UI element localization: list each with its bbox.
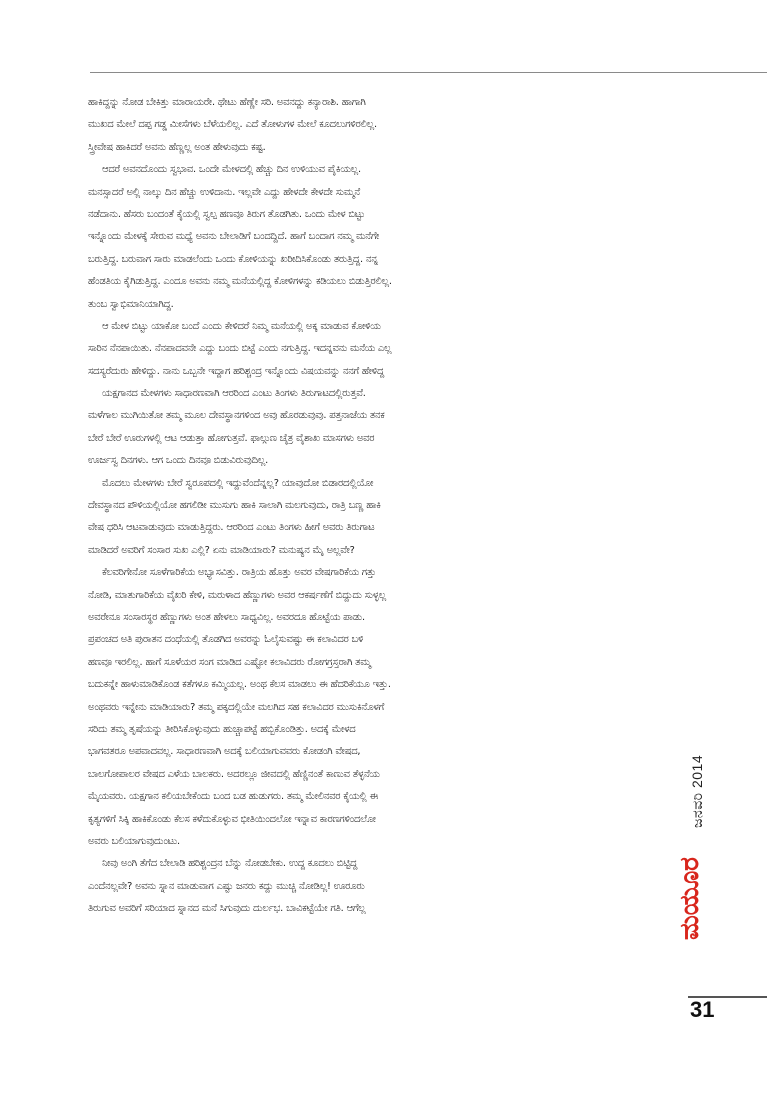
article-line: ಸ್ತ್ರೀವೇಷ ಹಾಕಿದರೆ ಅವನು ಹೆಣ್ಣಲ್ಲ ಅಂತ ಹೇಳುವುದು ಕಷ್ಟ.	[88, 141, 266, 153]
article-line: ಭಾಗವತರೂ ಅಪವಾದವಲ್ಲ. ಸಾಧಾರಣವಾಗಿ ಅದಕ್ಕೆ ಬಲಿಯಾಗುವವರು ಕೋಡಂಗಿ ವೇಷದ,	[88, 746, 361, 758]
article-line: ಎಂದೆನಲ್ಲವೇ? ಅವನು ಸ್ನಾನ ಮಾಡುವಾಗ ಎಷ್ಟು ಜನರು ಕದ್ದು ಮುಚ್ಚಿ ನೋಡಿಲ್ಲ! ಊರೂರು	[88, 880, 365, 892]
article-line: ಬದುಕನ್ನೇ ಹಾಳುಮಾಡಿಕೊಂಡ ಕತೆಗಳೂ ಕಮ್ಮಿಯಲ್ಲ. ಅಂಥ ಕೆಲಸ ಮಾಡಲು ಈ ಹೆದರಿಕೆಯೂ ಇತ್ತು.	[88, 679, 391, 691]
article-line: ಕೃತ್ಯಗಳಿಗೆ ಸಿಕ್ಕಿ ಹಾಕಿಕೊಂಡು ಕೆಲಸ ಕಳೆದುಕೊಳ್ಳುವ ಭೀತಿಯಿಂದಲೋ ಇನ್ನಾವ ಕಾರಣಗಳಿಂದಲೋ	[88, 813, 376, 825]
article-line: ದೇವಸ್ಥಾನದ ಪೌಳಿಯಲ್ಲಿಯೋ ಹಗಲಿಡೀ ಮುಸುಗು ಹಾಕಿ ಸಾಲಾಗಿ ಮಲಗುವುದು, ರಾತ್ರಿ ಬಣ್ಣ ಹಾಕಿ	[88, 500, 381, 512]
article-line: ಹಣವೂ ಇರಲಿಲ್ಲ. ಹಾಗೆ ಸೂಳೆಯರ ಸಂಗ ಮಾಡಿದ ಎಷ್ಟೋ ಕಲಾವಿದರು ರೋಗಗ್ರಸ್ತರಾಗಿ ತಮ್ಮ	[88, 656, 371, 668]
article-line: ಆದರೆ ಅವನದೊಂದು ಸ್ವಭಾವ. ಒಂದೇ ಮೇಳದಲ್ಲಿ ಹೆಚ್ಚು ದಿನ ಉಳಿಯುವ ಪೈಕಿಯಲ್ಲ.	[102, 164, 362, 176]
article-line: ಮೊದಲು ಮೇಳಗಳು ಬೇರೆ ಸ್ವರೂಪದಲ್ಲಿ ಇದ್ದುವೆಂದೆನ್ನಲ್ಲ? ಯಾವುದೋ ಬಿಡಾರದಲ್ಲಿಯೋ	[102, 477, 374, 489]
article-line: ಅವರು ಬಲಿಯಾಗುವುದುಂಟು.	[88, 835, 180, 847]
article-line: ಹಾಕಿದ್ದನ್ನು ನೋಡ ಬೇಕಿತ್ತು ಮಾರಾಯರೇ. ಥೇಟು ಹೆಣ್ಣೇ ಸರಿ. ಅವನದ್ದು ಕನ್ಯಾರಾಶಿ. ಹಾಗಾಗಿ	[88, 97, 366, 108]
article-line: ಸರಿದು ತಮ್ಮ ತೃಷೆಯನ್ನು ತೀರಿಸಿಕೊಳ್ಳುವುದು ಹುಚ್ಚಾಪಟ್ಟೆ ಹಬ್ಬಿಕೊಂಡಿತ್ತು. ಅದಕ್ಕೆ ಮೇಳದ	[88, 723, 356, 735]
article-line: ಇನ್ನೊಂದು ಮೇಳಕ್ಕೆ ಸೇರುವ ಮಧ್ಯೆ ಅವನು ಬೇಲಾಡಿಗೆ ಬಂದದ್ದಿದೆ. ಹಾಗೆ ಬಂದಾಗ ನಮ್ಮ ಮನೆಗೇ	[88, 231, 380, 243]
article-line: ಕೆಲವರಿಗೇನೋ ಸೂಳೆಗಾರಿಕೆಯ ಅಭ್ಯಾಸವಿತ್ತು. ರಾತ್ರಿಯ ಹೊತ್ತು ಅವರ ವೇಷಗಾರಿಕೆಯ ಗತ್ತು	[102, 567, 376, 579]
article-line: ಸಾರಿನ ನೆನಪಾಯಿತು. ನೆನಪಾದವನೇ ಎದ್ದು ಬಂದು ಬಿಟ್ಟೆ ಎಂದು ನಗುತ್ತಿದ್ದ. ಇದನ್ನವನು ಮನೆಯ ಎಲ್ಲ	[88, 343, 392, 355]
magazine-logo: ಮಯೂರ	[675, 857, 705, 940]
article-line: ತುಂಬ ಸ್ವಾಭಿಮಾನಿಯಾಗಿದ್ದ.	[88, 298, 174, 310]
article-line: ಆ ಮೇಳ ಬಿಟ್ಟು ಯಾಕೋ ಬಂದೆ ಎಂದು ಕೇಳಿದರೆ ನಿಮ್ಮ ಮನೆಯಲ್ಲಿ ಅಕ್ಕ ಮಾಡುವ ಕೋಳಿಯ	[102, 320, 381, 332]
article-line: ಮುಖದ ಮೇಲೆ ದಪ್ಪ ಗಡ್ಡ ಮೀಸೆಗಳು ಬೆಳೆಯಲಿಲ್ಲ. ಎದೆ ತೋಳುಗಳ ಮೇಲೆ ಕೂದಲುಗಳಿರಲಿಲ್ಲ.	[88, 119, 377, 131]
page-number: 31	[690, 997, 715, 1022]
article-line: ಮೈಯವರು. ಯಕ್ಷಗಾನ ಕಲಿಯಬೇಕೆಂದು ಬಂದ ಬಡ ಹುಡುಗರು. ತಮ್ಮ ಮೇಲಿನವರ ಕೈಯಲ್ಲಿ ಈ	[88, 791, 378, 803]
article-line: ಸದಸ್ಯರೆದುರು ಹೇಳಿದ್ದು. ನಾನು ಒಬ್ಬನೇ ಇದ್ದಾಗ ಹರಿಶ್ಚಂದ್ರ ಇನ್ನೊಂದು ವಿಷಯವನ್ನು ನನಗೆ ಹೇಳಿದ್ದ	[88, 365, 385, 377]
article-line: ಮನಸ್ಸಾದರೆ ಅಲ್ಲಿ ನಾಲ್ಕು ದಿನ ಹೆಚ್ಚು ಉಳಿದಾನು. ಇಲ್ಲವೇ ಎದ್ದು ಹೇಳದೇ ಕೇಳದೇ ಸುಮ್ಮನೆ	[88, 186, 361, 198]
article-line: ತಿರುಗುವ ಅವರಿಗೆ ಸರಿಯಾದ ಸ್ನಾನದ ಮನೆ ಸಿಗುವುದು ದುರ್ಲಭ. ಬಾವಿಕಟ್ಟೆಯೇ ಗತಿ. ಆಗೆಲ್ಲ	[88, 903, 366, 915]
article-line: ಅಂಥವರು ಇನ್ನೇನು ಮಾಡಿಯಾರು? ತಮ್ಮ ಪಕ್ಕದಲ್ಲಿಯೇ ಮಲಗಿದ ಸಹ ಕಲಾವಿದರ ಮುಸುಕಿನೊಳಗೆ	[88, 701, 385, 713]
article-line: ಯಕ್ಷಗಾನದ ಮೇಳಗಳು ಸಾಧಾರಣವಾಗಿ ಆರರಿಂದ ಎಂಟು ತಿಂಗಳು ತಿರುಗಾಟದಲ್ಲಿರುತ್ತವೆ.	[102, 388, 366, 400]
article-line: ಮಳೆಗಾಲ ಮುಗಿಯಿತೋ ತಮ್ಮ ಮೂಲ ದೇವಸ್ಥಾನಗಳಿಂದ ಅವು ಹೊರಡುವುವು. ಪತ್ತನಾಜೆಯ ತನಕ	[88, 410, 385, 422]
article-line: ಪ್ರಪಂಚದ ಅತಿ ಪುರಾತನ ದಂಧೆಯಲ್ಲಿ ತೊಡಗಿದ ಅವರನ್ನು ಓಲೈಸುವಷ್ಟು ಈ ಕಲಾವಿದರ ಬಳಿ	[88, 634, 364, 646]
article-line: ನೀವು ಅಂಗಿ ತೆಗೆದ ಬೇಲಾಡಿ ಹರಿಶ್ಚಂದ್ರನ ಬೆನ್ನು ನೋಡಬೇಕು. ಉದ್ದ ಕೂದಲು ಬಿಟ್ಟಿದ್ದ	[102, 858, 358, 870]
article-line: ಅವರೇನೂ ಸಂಸಾರಸ್ಥರ ಹೆಣ್ಣುಗಳು ಅಂತ ಹೇಳಲು ಸಾಧ್ಯವಿಲ್ಲ. ಅವರದೂ ಹೊಟ್ಟೆಯ ಪಾಡು.	[88, 611, 365, 623]
article-line: ಬೇರೆ ಬೇರೆ ಊರುಗಳಲ್ಲಿ ಆಟ ಆಡುತ್ತಾ ಹೋಗುತ್ತವೆ. ಫಾಲ್ಗುಣ ಚೈತ್ರ ವೈಶಾಖ ಮಾಸಗಳು ಅವರ	[88, 432, 375, 444]
issue-date: ಜನವರಿ 2014	[689, 754, 705, 828]
article-line: ನೋಡಿ, ಮಾತುಗಾರಿಕೆಯ ವೈಖರಿ ಕೇಳಿ, ಮರುಳಾದ ಹೆಣ್ಣುಗಳು ಅವರ ಆಕರ್ಷಣೆಗೆ ಬಿದ್ದುದು ಸುಳ್ಳಲ್ಲ	[88, 589, 386, 601]
article-line: ವೇಷ ಧರಿಸಿ ಆಟವಾಡುವುದು ಮಾಡುತ್ತಿದ್ದರು. ಆರರಿಂದ ಎಂಟು ತಿಂಗಳು ಹೀಗೆ ಅವರು ತಿರುಗಾಟ	[88, 522, 375, 534]
article-line: ನಡೆದಾನು. ಹೆಸರು ಬಂದಂತೆ ಕೈಯಲ್ಲಿ ಸ್ವಲ್ಪ ಹಣವೂ ತಿರುಗ ತೊಡಗಿತು. ಒಂದು ಮೇಳ ಬಿಟ್ಟು	[88, 208, 365, 220]
article-line: ಊರ್ಜಸ್ವ ದಿನಗಳು. ಆಗ ಒಂದು ದಿನವೂ ಬಿಡುವಿರುವುದಿಲ್ಲ.	[88, 455, 269, 467]
article-line: ಮಾಡಿದರೆ ಅವರಿಗೆ ಸಂಸಾರ ಸುಖ ಎಲ್ಲಿ? ಏನು ಮಾಡಿಯಾರು? ಮನುಷ್ಯನ ಮೈ ಅಲ್ಲವೇ?	[88, 544, 355, 556]
article-line: ಬರುತ್ತಿದ್ದ. ಬರುವಾಗ ಸಾರು ಮಾಡಲೆಂದು ಒಂದು ಕೋಳಿಯನ್ನು ಖರೀದಿಸಿಕೊಂಡು ತರುತ್ತಿದ್ದ. ನನ್ನ	[88, 253, 378, 265]
header-rule	[90, 72, 767, 73]
article-line: ಹೆಂಡತಿಯ ಕೈಗಿಡುತ್ತಿದ್ದ. ಎಂದೂ ಅವನು ನಮ್ಮ ಮನೆಯಲ್ಲಿದ್ದ ಕೋಳಿಗಳನ್ನು ಕಡಿಯಲು ಬಿಡುತ್ತಿರಲಿಲ್ಲ.	[88, 276, 392, 288]
article-line: ಬಾಲಗೋಪಾಲರ ವೇಷದ ಎಳೆಯ ಬಾಲಕರು. ಅದರಲ್ಲೂ ಜೀವದಲ್ಲಿ ಹೆಣ್ಣಿನಂತೆ ಕಾಣುವ ತೆಳ್ಳನೆಯ	[88, 768, 380, 780]
article-body	[88, 92, 688, 920]
